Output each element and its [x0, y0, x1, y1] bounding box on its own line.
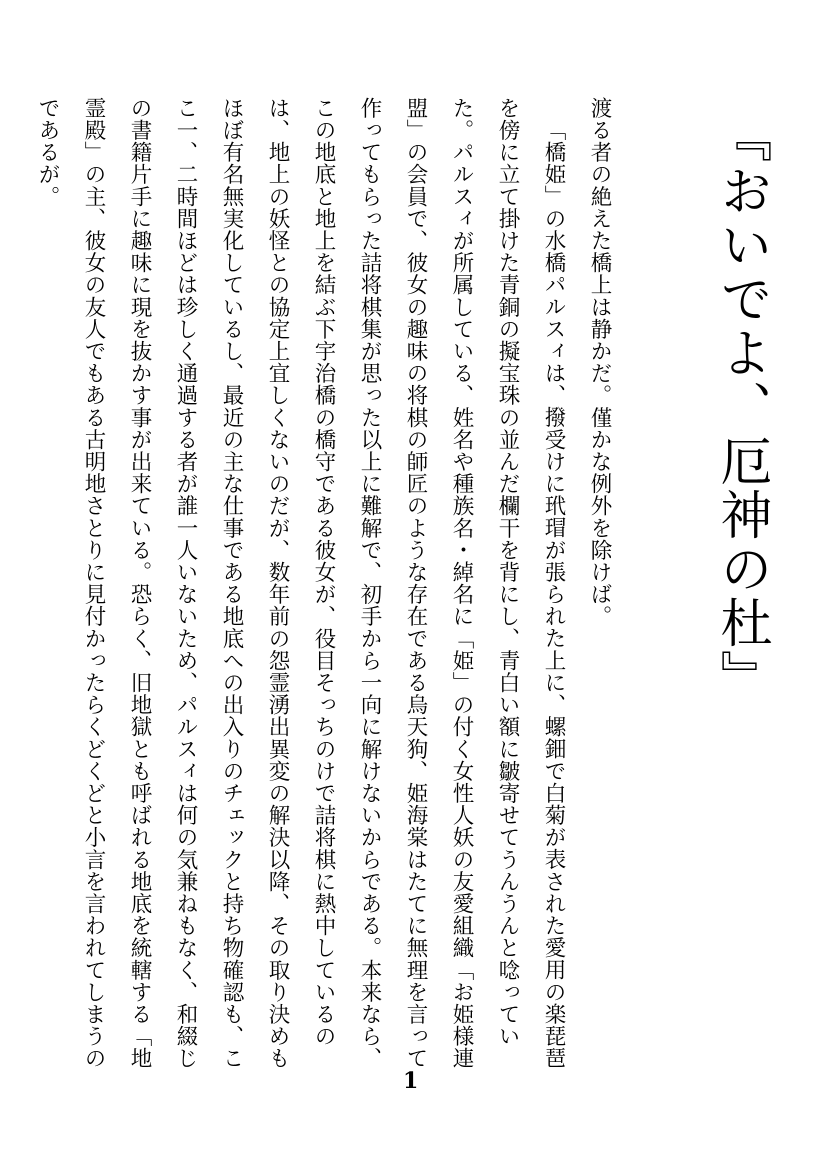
paragraph-1: 渡る者の絶えた橋上は静かだ。僅かな例外を除けば。 [587, 97, 612, 628]
paragraph-2: 「橋姫」の水橋パルスィは、撥受けに玳瑁が張られた上に、螺鈿で白菊が表された愛用の楽琵琶を傍に立て掛けた青銅の擬宝珠の並んだ欄干を背にし、青白い額に皺寄せてうんうんと唸っていた。パルスィが所属している、姓名や種族名・綽名に「姫」の付く女性人妖の友愛組織「お姫様連盟」の会員で、彼女の趣味の将棋の師匠のような存在である烏天狗、姫海棠はたてに無理を言って作ってもらった詰将棋集が思った以上に難解で、初手から一向に解けないからである。本来なら、この地底と地上を結ぶ下宇治橋の橋守である彼女が、役目そっちのけで詰将棋に熱中しているのは、地上の妖怪との協定上宜しくないのだが、数年前の怨霊湧出異変の解決以降、その取り決めもほぼ有名無実化しているし、最近の主な仕事である地底への出入りのチェックと持ち物確認も、ここ一、二時間ほどは珍しく通過する者が誰一人いないため、パルスィは何の気兼ねもなく、和綴じの書籍片手に趣味に現を抜かす事が出来ている。恐らく、旧地獄とも呼ばれる地底を統轄する「地霊殿」の主、彼女の友人でもある古明地さとりに見付かったらくどくどと小言を言われてしまうのであるが。 [35, 97, 566, 1070]
body-text [35, 97, 622, 1072]
document-title: 『おいでよ、厄神の杜』 [711, 110, 771, 704]
page-number: 1 [403, 1068, 419, 1094]
